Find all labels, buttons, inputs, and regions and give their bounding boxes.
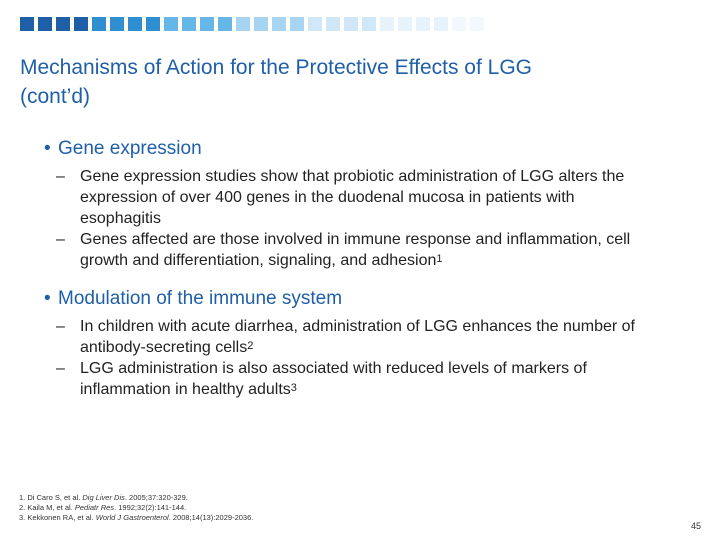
dash-icon: – xyxy=(56,231,65,248)
header-square xyxy=(236,17,250,31)
bullet-label: Gene expression xyxy=(58,138,202,159)
bullet-list xyxy=(44,137,684,416)
ref-journal: World J Gastroenterol xyxy=(95,513,169,522)
sub-bullet-body: In children with acute diarrhea, administration of LGG enhances the number of antibody-secreting cells xyxy=(80,318,635,356)
header-square xyxy=(38,17,52,31)
dash-icon: – xyxy=(56,360,65,377)
header-square xyxy=(200,17,214,31)
dash-icon: – xyxy=(56,318,65,335)
header-square xyxy=(290,17,304,31)
sub-bullet-text xyxy=(80,358,640,400)
header-square xyxy=(254,17,268,31)
ref-citation: . 1992;32(2):141-144. xyxy=(114,503,187,512)
reference-2 xyxy=(19,503,253,513)
header-square xyxy=(146,17,160,31)
header-square xyxy=(182,17,196,31)
reference-superscript: 3 xyxy=(290,382,297,394)
bullet-gene-expression xyxy=(44,137,684,161)
bullet-immune-modulation xyxy=(44,287,684,311)
sub-bullet-group xyxy=(56,166,684,271)
header-square xyxy=(74,17,88,31)
header-square xyxy=(92,17,106,31)
sub-bullet-body: Genes affected are those involved in immune response and inflammation, cell growth and differentiation, signaling, and adhesion xyxy=(80,231,631,269)
sub-bullet-group xyxy=(56,316,684,400)
sub-bullet xyxy=(56,166,684,229)
header-square xyxy=(470,17,484,31)
header-square xyxy=(164,17,178,31)
ref-citation: . 2008;14(13):2029-2036. xyxy=(168,513,254,522)
header-square xyxy=(434,17,448,31)
header-square xyxy=(218,17,232,31)
bullet-dot-icon: • xyxy=(44,288,51,309)
reference-1 xyxy=(19,493,253,503)
sub-bullet-text xyxy=(80,229,640,271)
header-square xyxy=(380,17,394,31)
sub-bullet-text: Gene expression studies show that probiotic administration of LGG alters the expression of over 400 genes in the duodenal mucosa in patients with esophagitis xyxy=(80,168,625,227)
ref-authors: 2. Kaila M, et al. xyxy=(19,503,73,512)
header-square xyxy=(20,17,34,31)
header-square xyxy=(128,17,142,31)
ref-authors: 3. Kekkonen RA, et al. xyxy=(19,513,94,522)
ref-journal: Pediatr Res xyxy=(74,503,115,512)
header-square xyxy=(452,17,466,31)
header-square xyxy=(326,17,340,31)
header-square xyxy=(110,17,124,31)
references xyxy=(19,493,253,523)
sub-bullet-text xyxy=(80,316,640,358)
reference-3 xyxy=(19,513,253,523)
dash-icon: – xyxy=(56,168,65,185)
header-square xyxy=(362,17,376,31)
sub-bullet xyxy=(56,229,684,271)
ref-authors: 1. Di Caro S, et al. xyxy=(19,493,81,502)
slide-title: Mechanisms of Action for the Protective Effects of LGG (cont’d) xyxy=(20,56,533,108)
reference-superscript: 2 xyxy=(247,340,254,352)
header-square xyxy=(344,17,358,31)
page-number: 45 xyxy=(690,521,701,531)
header-square xyxy=(308,17,322,31)
header-square xyxy=(56,17,70,31)
reference-superscript: 1 xyxy=(436,253,443,265)
ref-journal: Dig Liver Dis xyxy=(82,493,125,502)
ref-citation: . 2005;37:320-329. xyxy=(124,493,188,502)
bullet-label: Modulation of the immune system xyxy=(58,288,343,309)
header-square xyxy=(272,17,286,31)
header-square xyxy=(416,17,430,31)
sub-bullet-body: LGG administration is also associated with reduced levels of markers of inflammation in healthy adults xyxy=(80,360,587,398)
header-squares xyxy=(20,17,484,31)
header-square xyxy=(398,17,412,31)
bullet-dot-icon: • xyxy=(44,138,51,159)
sub-bullet xyxy=(56,316,684,358)
sub-bullet xyxy=(56,358,684,400)
